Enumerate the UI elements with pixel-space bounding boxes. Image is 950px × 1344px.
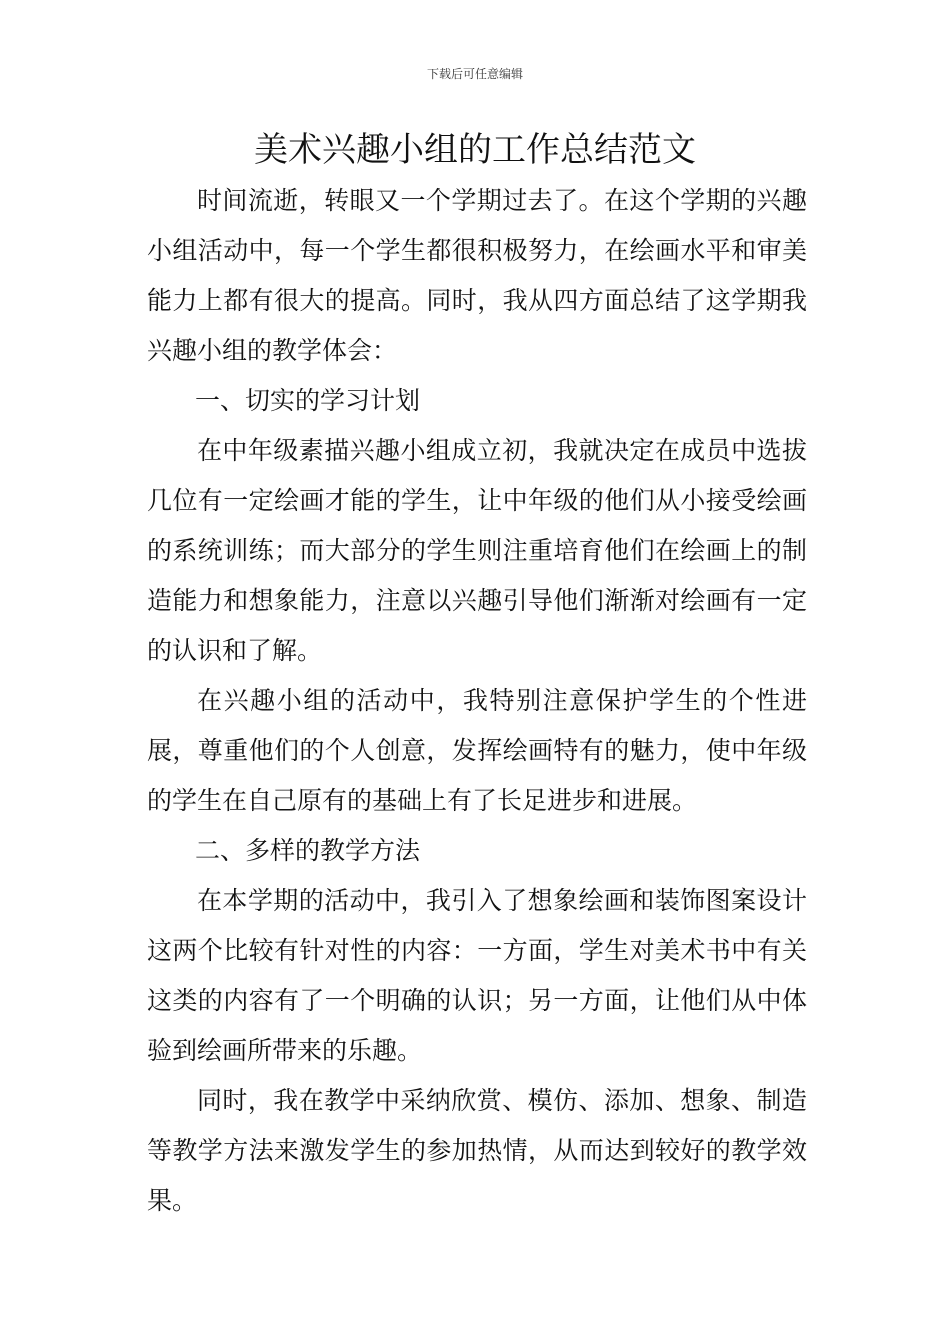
body-paragraph: 在中年级素描兴趣小组成立初，我就决定在成员中选拔几位有一定绘画才能的学生，让中年级的他们从小接受绘画的系统训练；而大部分的学生则注重培育他们在绘画上的制造能力和想象能力，注意以兴趣引导他们渐渐对绘画有一定的认识和了解。: [147, 436, 807, 665]
section-heading: 二、多样的教学方法: [195, 836, 421, 865]
page-header-note: 下载后可任意编辑: [426, 67, 523, 81]
document-title: 美术兴趣小组的工作总结范文: [254, 130, 696, 170]
body-paragraph: 在兴趣小组的活动中，我特别注意保护学生的个性进展，尊重他们的个人创意，发挥绘画特有的魅力，使中年级的学生在自己原有的基础上有了长足进步和进展。: [147, 686, 807, 815]
intro-paragraph: 时间流逝，转眼又一个学期过去了。在这个学期的兴趣小组活动中，每一个学生都很积极努力，在绘画水平和审美能力上都有很大的提高。同时，我从四方面总结了这学期我兴趣小组的教学体会：: [147, 186, 807, 365]
body-paragraph: 同时，我在教学中采纳欣赏、模仿、添加、想象、制造等教学方法来激发学生的参加热情，从而达到较好的教学效果。: [147, 1086, 807, 1215]
body-paragraph: 在本学期的活动中，我引入了想象绘画和装饰图案设计这两个比较有针对性的内容：一方面，学生对美术书中有关这类的内容有了一个明确的认识；另一方面，让他们从中体验到绘画所带来的乐趣。: [147, 886, 807, 1065]
document-body: [147, 176, 807, 1226]
section-heading: 一、切实的学习计划: [195, 386, 421, 415]
